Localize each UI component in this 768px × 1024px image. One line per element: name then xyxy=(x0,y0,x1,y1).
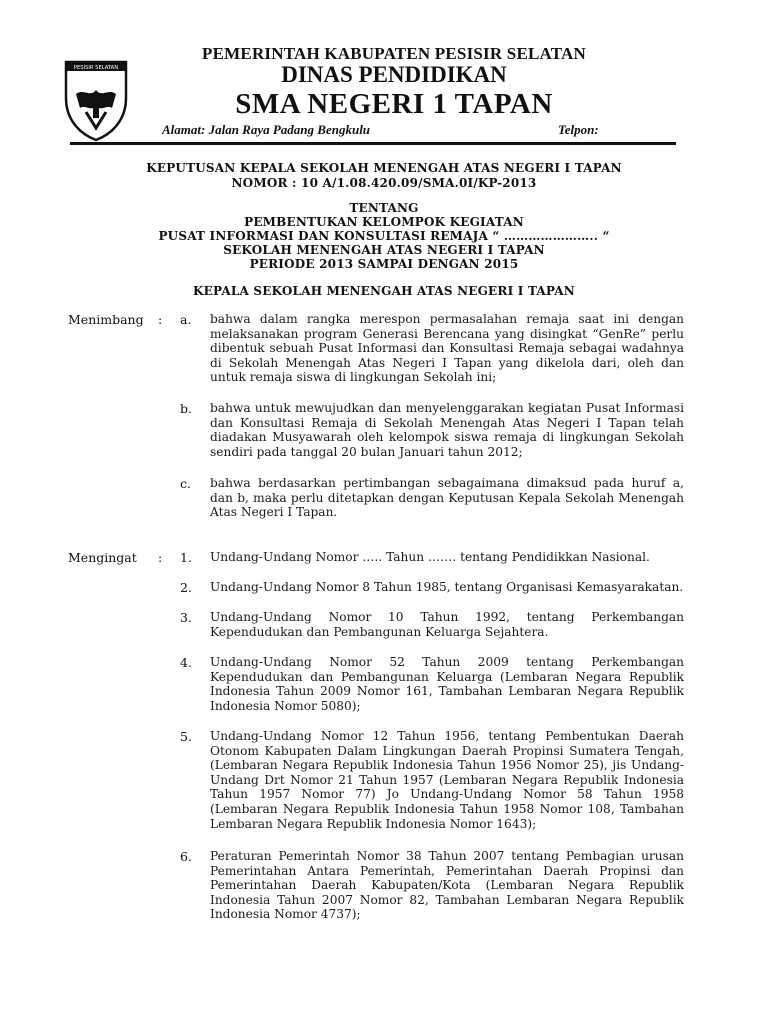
decree-number: NOMOR : 10 A/1.08.420.09/SMA.0I/KP-2013 xyxy=(231,176,537,190)
decree-title: KEPUTUSAN KEPALA SEKOLAH MENENGAH ATAS NEGERI I TAPAN xyxy=(146,161,622,175)
list-item: bahwa berdasarkan pertimbangan sebagaimana dimaksud pada huruf a, dan b, maka perlu ditetapkan dengan Keputusan Kepala Sekolah Menengah Atas Negeri I Tapan. xyxy=(210,476,684,520)
menimbang-colon: : xyxy=(158,312,163,327)
decree-issuer: KEPALA SEKOLAH MENENGAH ATAS NEGERI I TAPAN xyxy=(193,284,575,298)
department-heading: DINAS PENDIDIKAN xyxy=(281,62,507,87)
decree-subject-line: PERIODE 2013 SAMPAI DENGAN 2015 xyxy=(249,257,519,271)
school-address: Alamat: Jalan Raya Padang Bengkulu xyxy=(162,122,371,137)
government-heading: PEMERINTAH KABUPATEN PESISIR SELATAN xyxy=(202,44,586,63)
list-marker: 4. xyxy=(180,655,192,670)
decree-subject-line: SEKOLAH MENENGAH ATAS NEGERI I TAPAN xyxy=(223,243,545,257)
letterhead-divider xyxy=(70,142,676,145)
phone-label: Telpon: xyxy=(558,122,599,137)
mengingat-label: Mengingat xyxy=(68,550,137,565)
decree-about: TENTANG xyxy=(349,201,419,215)
list-item: Undang-Undang Nomor 10 Tahun 1992, tentang Perkembangan Kependudukan dan Pembangunan Keluarga Sejahtera. xyxy=(210,610,684,639)
decree-subject-line: PUSAT INFORMASI DAN KONSULTASI REMAJA “ ………………….. “ xyxy=(158,229,610,243)
list-marker: a. xyxy=(180,312,192,327)
emblem-text: PESISIR SELATAN xyxy=(73,65,119,71)
list-marker: 5. xyxy=(180,729,192,744)
list-item: Undang-Undang Nomor ….. Tahun ……. tentang Pendidikkan Nasional. xyxy=(210,550,650,564)
list-marker: 6. xyxy=(180,849,192,864)
mengingat-colon: : xyxy=(158,550,163,565)
decree-subject-line: PEMBENTUKAN KELOMPOK KEGIATAN xyxy=(244,215,524,229)
list-item: Undang-Undang Nomor 8 Tahun 1985, tentang Organisasi Kemasyarakatan. xyxy=(210,580,684,594)
list-marker: 3. xyxy=(180,610,192,625)
list-item: bahwa untuk mewujudkan dan menyelenggarakan kegiatan Pusat Informasi dan Konsultasi Remaja di Sekolah Menengah Atas Negeri I Tapan telah diadakan Musyawarah oleh kelompok siswa remaja di lingkungan Sekolah sendiri pada tanggal 20 bulan Januari tahun 2012; xyxy=(210,401,684,459)
school-heading: SMA NEGERI 1 TAPAN xyxy=(235,88,553,120)
list-marker: c. xyxy=(180,476,191,491)
list-marker: 1. xyxy=(180,550,192,565)
menimbang-label: Menimbang xyxy=(68,312,144,327)
list-item: Undang-Undang Nomor 12 Tahun 1956, tentang Pembentukan Daerah Otonom Kabupaten Dalam Lingkungan Daerah Propinsi Sumatera Tengah, (Lembaran Negara Republik Indonesia Tahun 1956 Nomor 25), jis Undang-Undang Drt Nomor 21 Tahun 1957 (Lembaran Negara Republik Indonesia Tahun 1957 Nomor 77) Jo Undang-Undang Nomor 58 Tahun 1958 (Lembaran Negara Republik Indonesia Tahun 1958 Nomor 108, Tambahan Lembaran Negara Republik Indonesia Nomor 1643); xyxy=(210,729,684,831)
list-marker: 2. xyxy=(180,580,192,595)
list-item: Undang-Undang Nomor 52 Tahun 2009 tentang Perkembangan Kependudukan dan Pembangunan Keluarga (Lembaran Negara Republik Indonesia Tahun 2009 Nomor 161, Tambahan Lembaran Negara Republik Indonesia Nomor 5080); xyxy=(210,655,684,713)
list-marker: b. xyxy=(180,401,192,416)
list-item: bahwa dalam rangka merespon permasalahan remaja saat ini dengan melaksanakan program Generasi Berencana yang disingkat “GenRe” perlu dibentuk sebuah Pusat Informasi dan Konsultasi Remaja sebagai wadahnya di Sekolah Menengah Atas Negeri I Tapan yang dikelola dari, oleh dan untuk remaja siswa di lingkungan Sekolah ini; xyxy=(210,312,684,385)
list-item: Peraturan Pemerintah Nomor 38 Tahun 2007 tentang Pembagian urusan Pemerintahan Antara Pemerintah, Pemerintahan Daerah Propinsi dan Pemerintahan Daerah Kabupaten/Kota (Lembaran Negara Republik Indonesia Tahun 2007 Nomor 82, Tambahan Lembaran Negara Republik Indonesia Nomor 4737); xyxy=(210,849,684,922)
